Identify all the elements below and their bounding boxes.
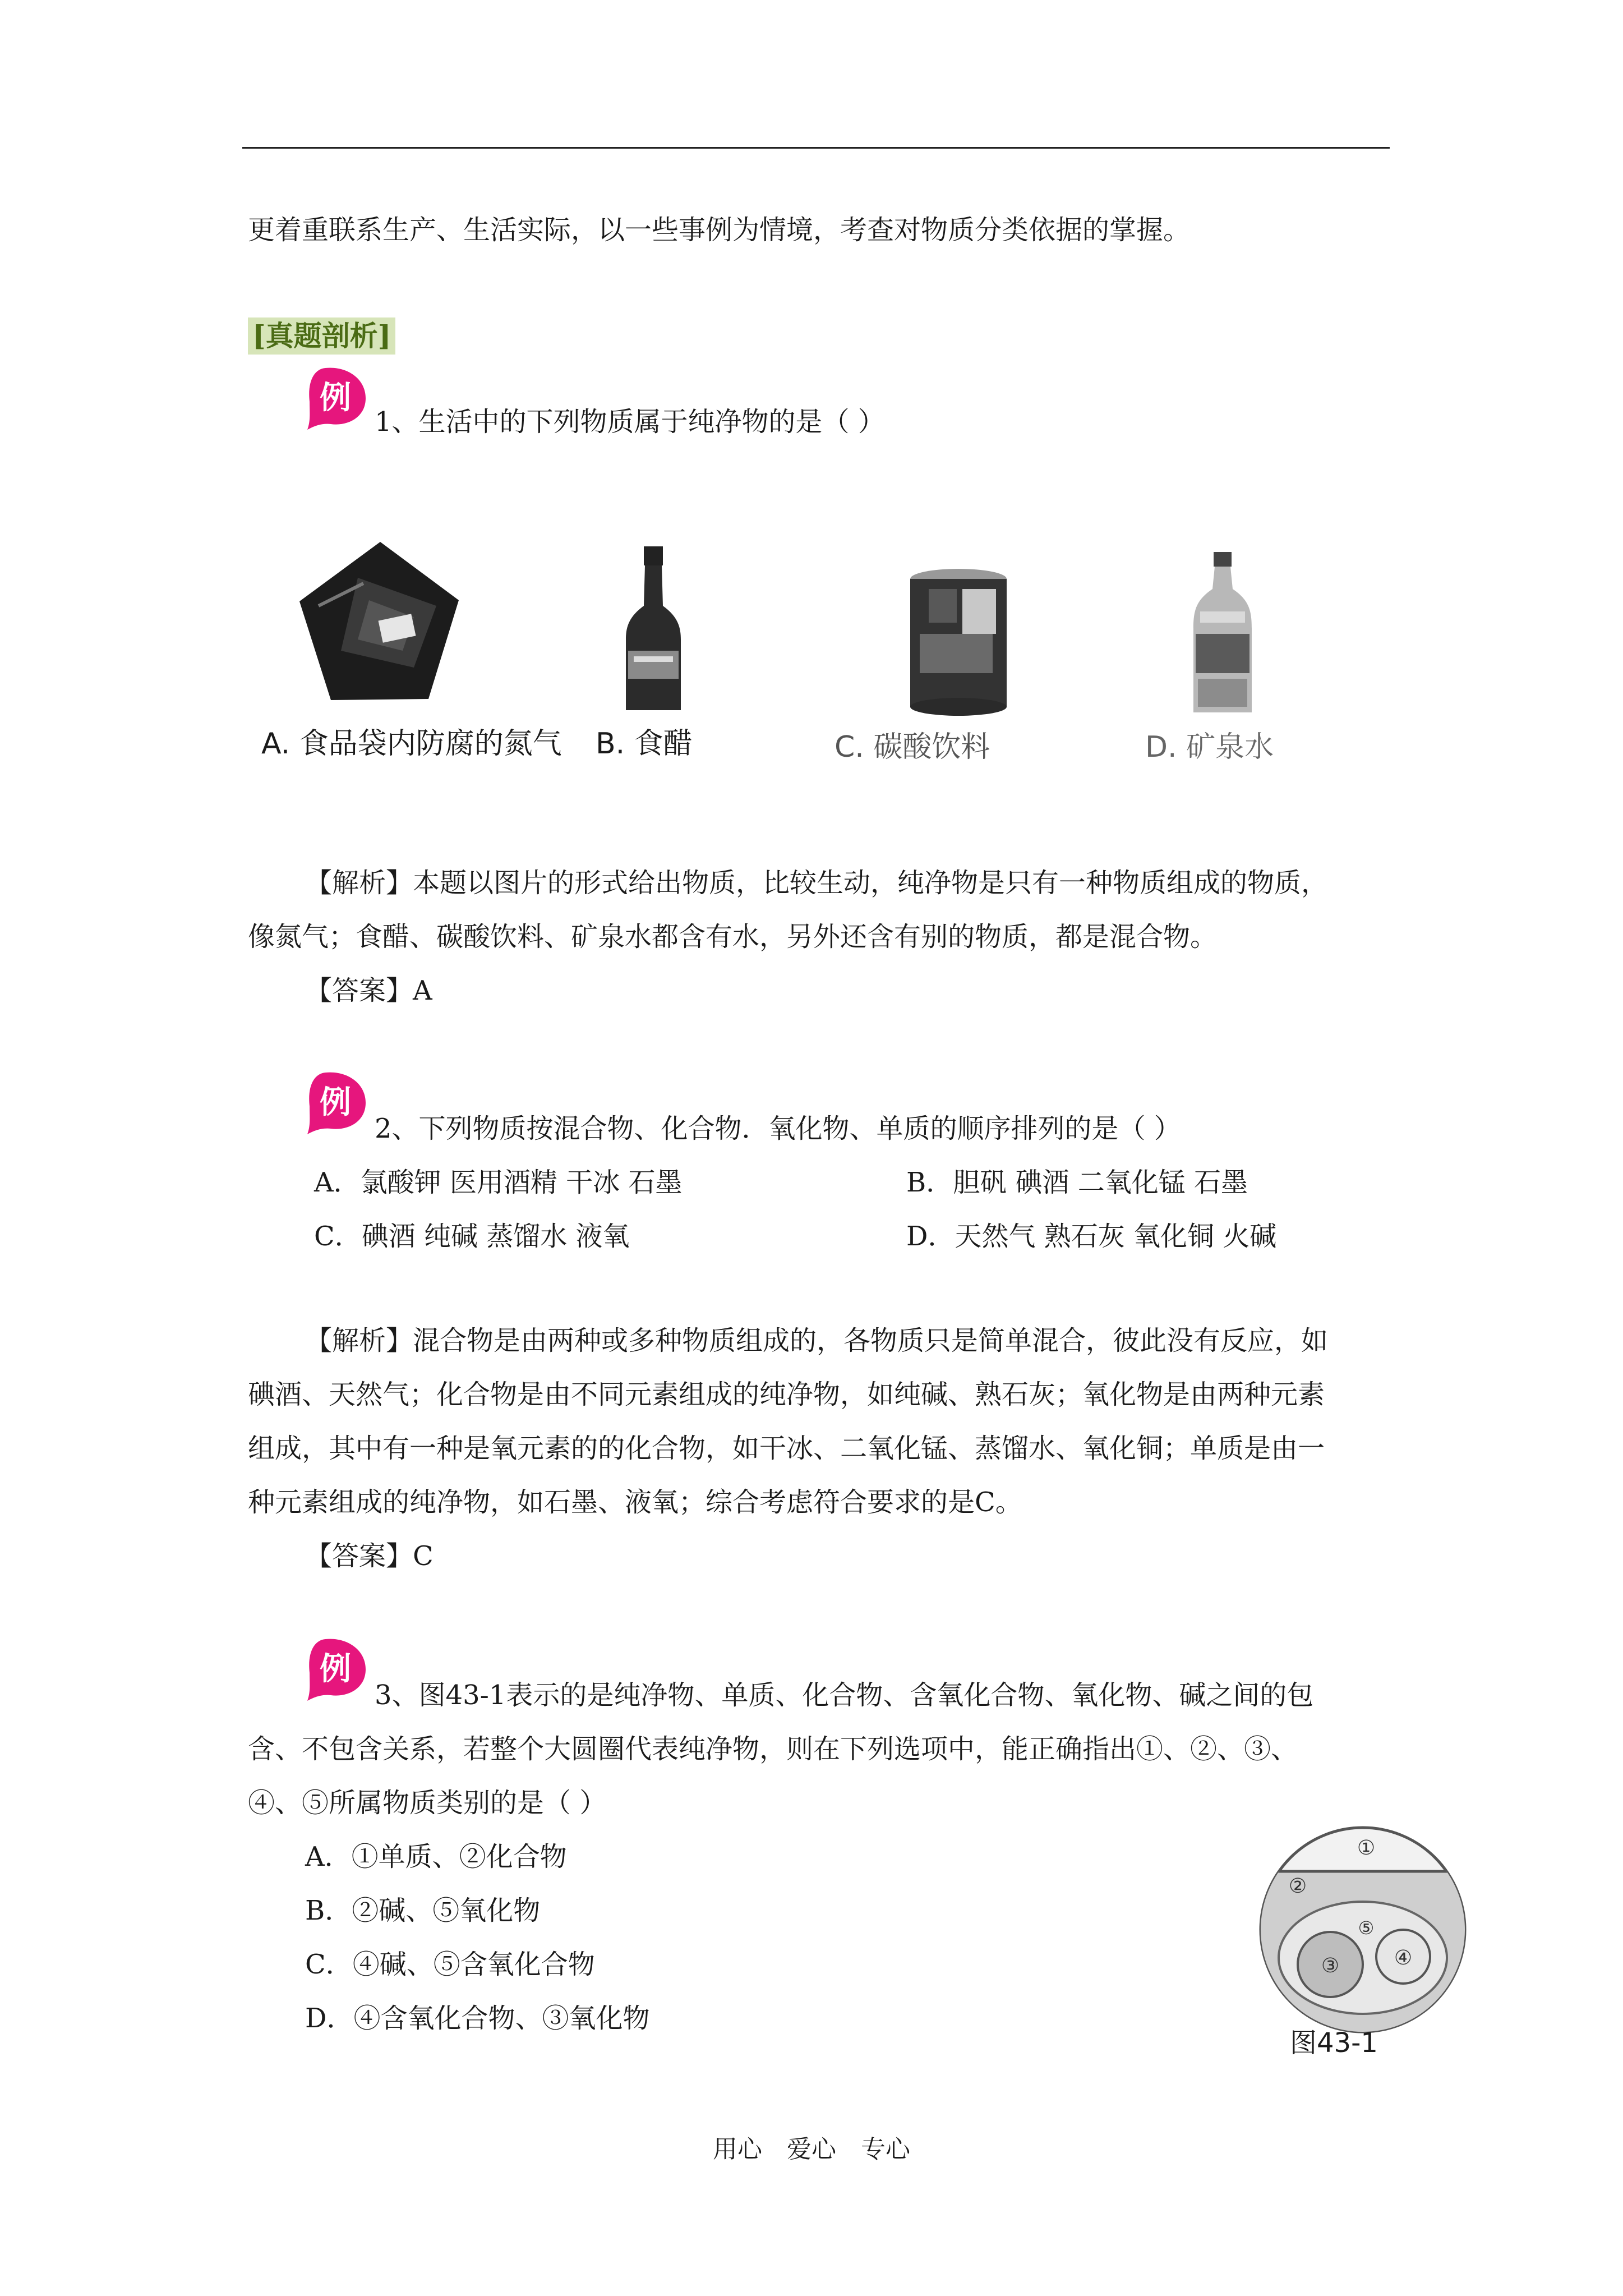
- q1-option-b-label: B. 食醋: [596, 727, 693, 761]
- page-footer: 用心 爱心 专心: [713, 2135, 910, 2164]
- intro-text: 更着重联系生产、生活实际，以一些事例为情境，考查对物质分类依据的掌握。: [248, 214, 1191, 246]
- svg-text:⑤: ⑤: [1358, 1917, 1375, 1939]
- q3-question-line-2: 含、不包含关系，若整个大圆圈代表纯净物，则在下列选项中，能正确指出①、②、③、: [248, 1733, 1298, 1765]
- figure-caption: 图43-1: [1290, 2027, 1378, 2059]
- q2-analysis-line-2: 碘酒、天然气；化合物是由不同元素组成的纯净物，如纯碱、熟石灰；氧化物是由两种元素: [248, 1379, 1325, 1410]
- q3-option-c: C．④碱、⑤含氧化合物: [305, 1949, 595, 1980]
- q1-analysis-line-2: 像氮气；食醋、碳酸饮料、矿泉水都含有水，另外还含有别的物质，都是混合物。: [248, 921, 1218, 953]
- section-title: [真题剖析]: [248, 318, 395, 355]
- q2-option-a: A．氯酸钾 医用酒精 干冰 石墨: [314, 1167, 683, 1198]
- q3-question-line-1: 3、图43-1表示的是纯净物、单质、化合物、含氧化合物、氧化物、碱之间的包: [375, 1680, 1314, 1711]
- svg-text:③: ③: [1321, 1954, 1340, 1977]
- q2-option-c: C．碘酒 纯碱 蒸馏水 液氧: [314, 1221, 630, 1252]
- q1-question: 1、生活中的下列物质属于纯净物的是（ ）: [375, 406, 885, 438]
- q1-option-a-label: A. 食品袋内防腐的氮气: [261, 727, 562, 761]
- venn-diagram: [1256, 1823, 1469, 2036]
- q1-answer: 【答案】A: [305, 975, 432, 1006]
- svg-text:例: 例: [320, 1084, 351, 1121]
- svg-text:④: ④: [1394, 1947, 1413, 1970]
- svg-text:例: 例: [320, 1651, 351, 1687]
- q2-option-b: B．胆矾 碘酒 二氧化锰 石墨: [906, 1167, 1248, 1198]
- q1-option-d-label: D. 矿泉水: [1145, 730, 1274, 764]
- q2-option-d: D．天然气 熟石灰 氧化铜 火碱: [906, 1221, 1277, 1252]
- svg-text:②: ②: [1288, 1875, 1307, 1898]
- q2-analysis-line-4: 种元素组成的纯净物，如石墨、液氧；综合考虑符合要求的是C。: [248, 1487, 1022, 1518]
- q2-question: 2、下列物质按混合物、化合物．氧化物、单质的顺序排列的是（ ）: [375, 1113, 1181, 1144]
- example-badge-icon: [303, 365, 369, 431]
- example-badge-icon: [303, 1636, 369, 1702]
- soda-can-icon: [906, 567, 1011, 718]
- vinegar-bottle-icon: [623, 544, 684, 712]
- q3-option-d: D．④含氧化合物、③氧化物: [305, 2003, 650, 2034]
- q2-analysis-line-1: 【解析】混合物是由两种或多种物质组成的，各物质只是简单混合，彼此没有反应，如: [305, 1325, 1329, 1356]
- q1-option-c-label: C. 碳酸饮料: [834, 730, 990, 764]
- q3-question-line-3: ④、⑤所属物质类别的是（ ）: [248, 1787, 607, 1819]
- q1-analysis-line-1: 【解析】本题以图片的形式给出物质，比较生动，纯净物是只有一种物质组成的物质，: [305, 867, 1329, 899]
- water-bottle-icon: [1189, 550, 1256, 718]
- q2-answer: 【答案】C: [305, 1540, 434, 1572]
- nitrogen-bag-icon: [296, 539, 464, 707]
- svg-text:①: ①: [1357, 1837, 1376, 1860]
- q2-analysis-line-3: 组成，其中有一种是氧元素的的化合物，如干冰、二氧化锰、蒸馏水、氧化铜；单质是由一: [248, 1433, 1325, 1464]
- svg-text:例: 例: [320, 380, 351, 416]
- q3-option-b: B．②碱、⑤氧化物: [305, 1895, 541, 1926]
- example-badge-icon: [303, 1069, 369, 1135]
- q3-option-a: A．①单质、②化合物: [305, 1841, 567, 1872]
- header-rule: [242, 147, 1390, 149]
